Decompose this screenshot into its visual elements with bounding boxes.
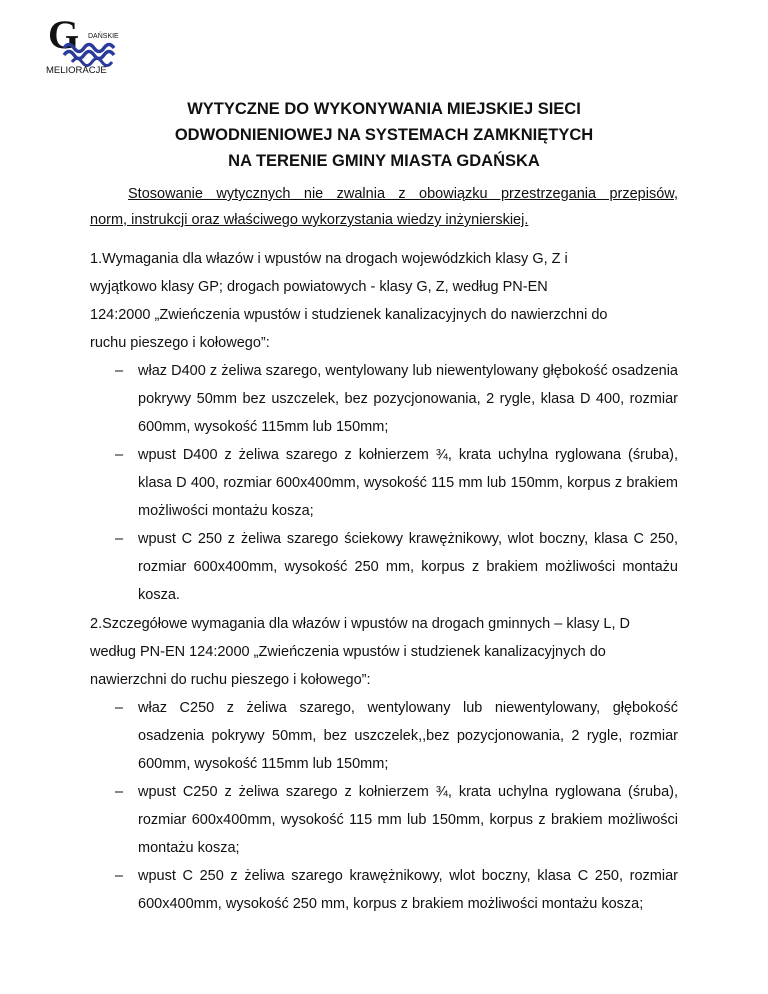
- intro-paragraph: [90, 181, 678, 233]
- heading-line: 124:2000 „Zwieńczenia wpustów i studzienek kanalizacyjnych do nawierzchni do: [90, 307, 608, 323]
- dash-bullet: –: [115, 363, 124, 379]
- list-item: [90, 694, 678, 778]
- heading-line: ruchu pieszego i kołowego”:: [90, 335, 270, 351]
- list-item: [90, 357, 678, 441]
- section-heading: [90, 245, 678, 357]
- requirements-list: [90, 357, 678, 609]
- intro-line: norm, instrukcji oraz właściwego wykorzystania wiedzy inżynierskiej.: [90, 212, 529, 228]
- dash-bullet: –: [115, 700, 124, 716]
- section-heading: [90, 610, 678, 694]
- logo-graphic: [44, 14, 140, 76]
- section-2: [90, 610, 678, 918]
- title-line: WYTYCZNE DO WYKONYWANIA MIEJSKIEJ SIECI: [187, 100, 581, 118]
- requirements-list: [90, 694, 678, 918]
- dash-bullet: –: [115, 531, 124, 547]
- heading-line: nawierzchni do ruchu pieszego i kołowego”:: [90, 672, 371, 688]
- logo-letter: G: [48, 14, 80, 57]
- company-logo: [44, 14, 140, 76]
- list-item: [90, 441, 678, 525]
- logo-bottom-text: MELIORACJE: [46, 65, 107, 76]
- logo-top-text: DAŃSKIE: [88, 33, 119, 40]
- intro-line: Stosowanie wytycznych nie zwalnia z obowiązku przestrzegania przepisów,: [128, 186, 678, 202]
- list-item: [90, 778, 678, 862]
- document-body: [90, 245, 678, 918]
- dash-bullet: –: [115, 868, 124, 884]
- document-title: [0, 96, 768, 174]
- list-item-text: wpust D400 z żeliwa szarego z kołnierzem ¾, krata uchylna ryglowana (śruba), klasa D 400, rozmiar 600x400mm, wysokość 115 mm lub 150mm, korpus z brakiem możliwości montażu kosza;: [138, 447, 678, 519]
- list-item-text: wpust C 250 z żeliwa szarego krawężnikowy, wlot boczny, klasa C 250, rozmiar 600x400mm, wysokość 250 mm, korpus z brakiem możliwości montażu kosza;: [138, 868, 678, 912]
- list-item: [90, 525, 678, 609]
- dash-bullet: –: [115, 447, 124, 463]
- list-item-text: wpust C250 z żeliwa szarego z kołnierzem ¾, krata uchylna ryglowana (śruba), rozmiar 600x400mm, wysokość 115 mm lub 150mm, korpus z brakiem możliwości montażu kosza;: [138, 784, 678, 856]
- list-item-text: właz C250 z żeliwa szarego, wentylowany lub niewentylowany, głębokość osadzenia pokrywy 50mm, bez uszczelek,,bez pozycjonowania, 2 rygle, rozmiar 600mm, wysokość 115mm lub 150mm;: [138, 700, 678, 772]
- list-item-text: właz D400 z żeliwa szarego, wentylowany lub niewentylowany głębokość osadzenia pokrywy 50mm bez uszczelek, bez pozycjonowania, 2 rygle, klasa D 400, rozmiar 600mm, wysokość 115mm lub 150mm;: [138, 363, 678, 435]
- heading-line: wyjątkowo klasy GP; drogach powiatowych - klasy G, Z, według PN-EN: [90, 279, 548, 295]
- heading-line: 1.Wymagania dla włazów i wpustów na drogach wojewódzkich klasy G, Z i: [90, 251, 568, 267]
- dash-bullet: –: [115, 784, 124, 800]
- title-line: ODWODNIENIOWEJ NA SYSTEMACH ZAMKNIĘTYCH: [174, 126, 594, 144]
- list-item-text: wpust C 250 z żeliwa szarego ściekowy krawężnikowy, wlot boczny, klasa C 250, rozmiar 600x400mm, wysokość 250 mm, korpus z brakiem możliwości montażu kosza.: [138, 531, 678, 603]
- section-1: [90, 245, 678, 609]
- title-line: NA TERENIE GMINY MIASTA GDAŃSKA: [228, 152, 540, 170]
- list-item: [90, 862, 678, 918]
- heading-line: 2.Szczegółowe wymagania dla włazów i wpustów na drogach gminnych – klasy L, D: [90, 616, 630, 632]
- heading-line: według PN-EN 124:2000 „Zwieńczenia wpustów i studzienek kanalizacyjnych do: [90, 644, 606, 660]
